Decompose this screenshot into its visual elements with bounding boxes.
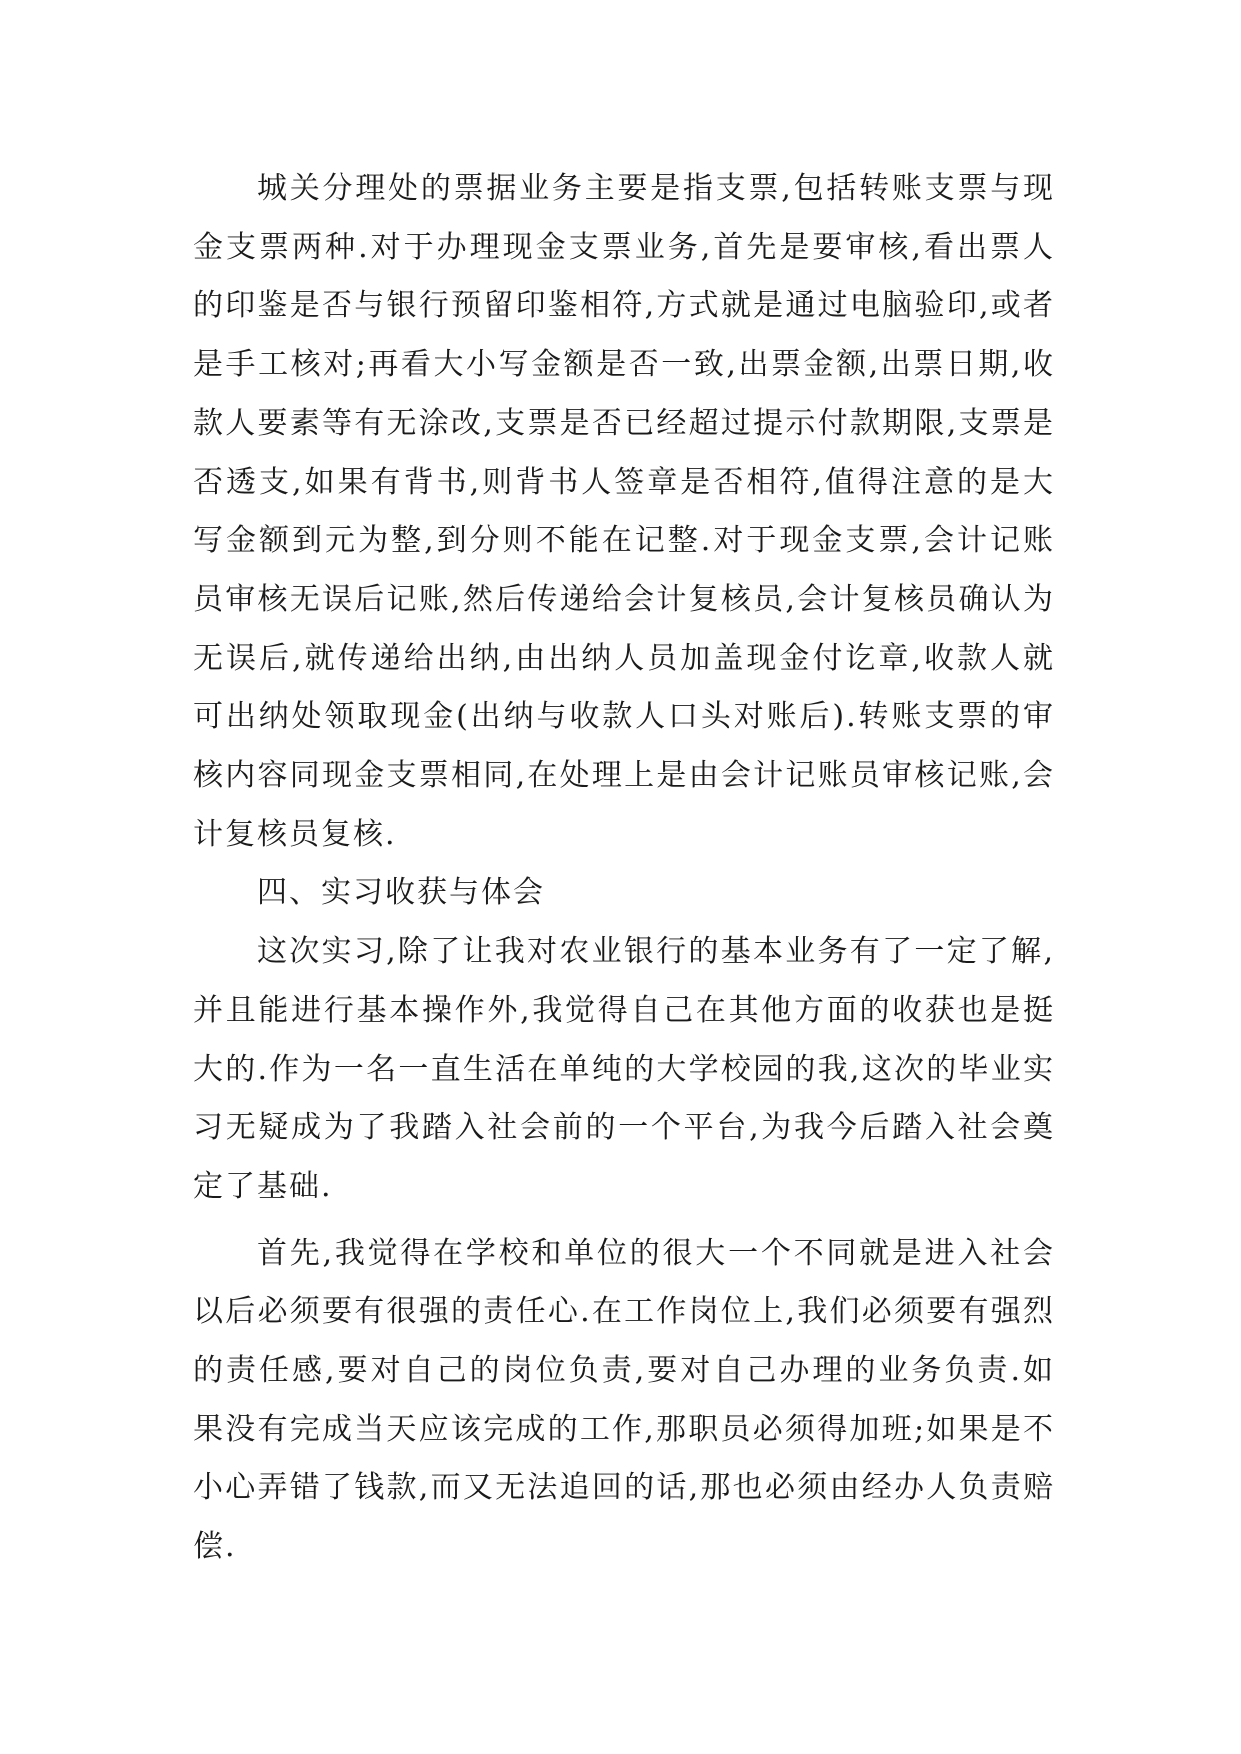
paragraph-responsibility: 首先,我觉得在学校和单位的很大一个不同就是进入社会以后必须要有很强的责任心.在工作岗位上,我们必须要有强烈的责任感,要对自己的岗位负责,要对自己办理的业务负责.如果没有完成当天应该完成的工作,那职员必须得加班;如果是不小心弄错了钱款,而又无法追回的话,那也必须由经办人负责赔偿. xyxy=(193,1235,1055,1565)
section-heading: 四、实习收获与体会 xyxy=(257,875,545,911)
paragraph-internship-gains: 这次实习,除了让我对农业银行的基本业务有了一定了解,并且能进行基本操作外,我觉得自己在其他方面的收获也是挺大的.作为一名一直生活在单纯的大学校园的我,这次的毕业实习无疑成为了我踏入社会前的一个平台,为我今后踏入社会奠定了基础. xyxy=(193,934,1055,1204)
body-text xyxy=(193,160,1055,1577)
paragraph-bill-business: 城关分理处的票据业务主要是指支票,包括转账支票与现金支票两种.对于办理现金支票业务,首先是要审核,看出票人的印鉴是否与银行预留印鉴相符,方式就是通过电脑验印,或者是手工核对;再看大小写金额是否一致,出票金额,出票日期,收款人要素等有无涂改,支票是否已经超过提示付款期限,支票是否透支,如果有背书,则背书人签章是否相符,值得注意的是大写金额到元为整,到分则不能在记整.对于现金支票,会计记账员审核无误后记账,然后传递给会计复核员,会计复核员确认为无误后,就传递给出纳,由出纳人员加盖现金付讫章,收款人就可出纳处领取现金(出纳与收款人口头对账后).转账支票的审核内容同现金支票相同,在处理上是由会计记账员审核记账,会计复核员复核. xyxy=(193,171,1055,852)
